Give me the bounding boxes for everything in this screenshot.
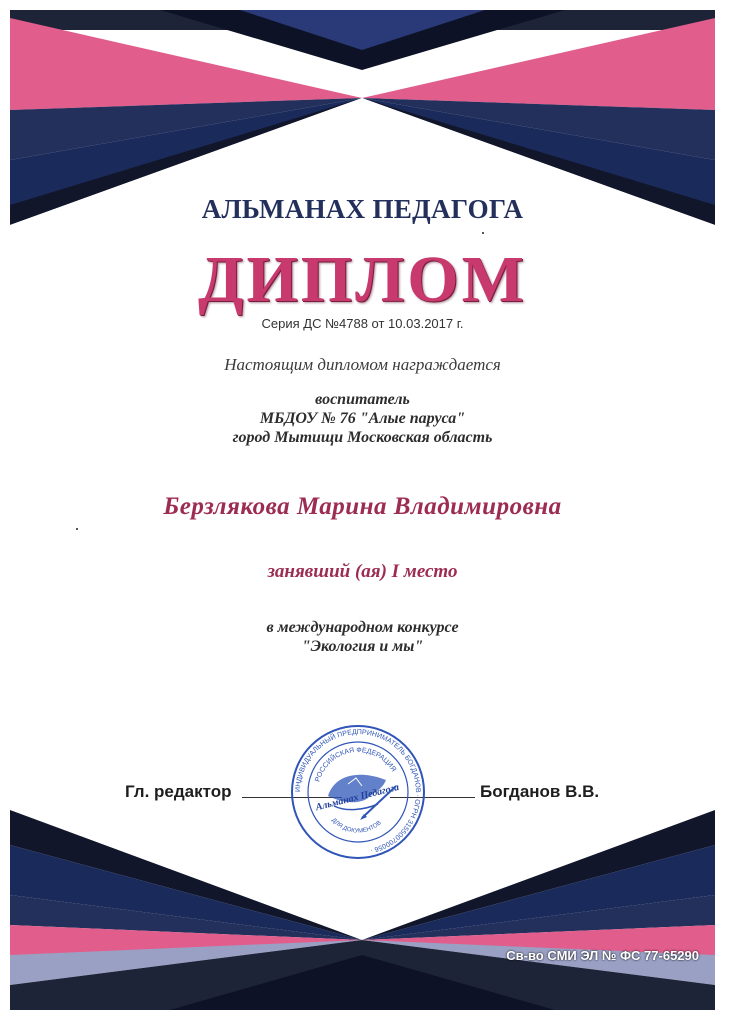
recipient-role: воспитатель — [315, 391, 410, 408]
contest-line-1: в международном конкурсе — [266, 619, 459, 636]
official-stamp — [290, 724, 426, 860]
place-awarded: занявший (ая) I место — [267, 561, 458, 582]
recipient-location: город Мытищи Московская область — [232, 429, 493, 446]
stamp-bottom-text: ДЛЯ ДОКУМЕНТОВ — [330, 817, 383, 835]
stamp-inner-text: РОССИЙСКАЯ ФЕДЕРАЦИЯ — [314, 746, 397, 783]
publisher-title: АЛЬМАНАХ ПЕДАГОГА — [201, 194, 524, 224]
awarded-intro: Настоящим дипломом награждается — [224, 355, 501, 374]
editor-name: Богданов В.В. — [480, 782, 600, 801]
diploma-title: ДИПЛОМ — [198, 243, 527, 316]
diploma-page — [10, 10, 715, 1010]
stamp-outer-text: ИНДИВИДУАЛЬНЫЙ ПРЕДПРИНИМАТЕЛЬ БОГДАНОВ · ОГРН 315500700056 · — [294, 728, 422, 854]
contest-name: "Экология и мы" — [301, 638, 424, 655]
recipient-name: Берзлякова Марина Владимировна — [163, 493, 562, 520]
stamp-center-text: Альманах Педагога — [314, 781, 401, 814]
recipient-institution: МБДОУ № 76 "Алые паруса" — [259, 410, 466, 427]
svg-text:ДЛЯ ДОКУМЕНТОВ — [330, 817, 383, 834]
scan-speck — [482, 232, 484, 234]
scan-speck — [76, 528, 78, 530]
series-number: Серия ДС №4788 от 10.03.2017 г. — [261, 316, 464, 331]
recipient-position — [10, 390, 715, 447]
editor-role-label: Гл. редактор — [125, 782, 232, 801]
media-registration: Св-во СМИ ЭЛ № ФС 77-65290 — [506, 948, 699, 963]
contest-info — [10, 618, 715, 656]
